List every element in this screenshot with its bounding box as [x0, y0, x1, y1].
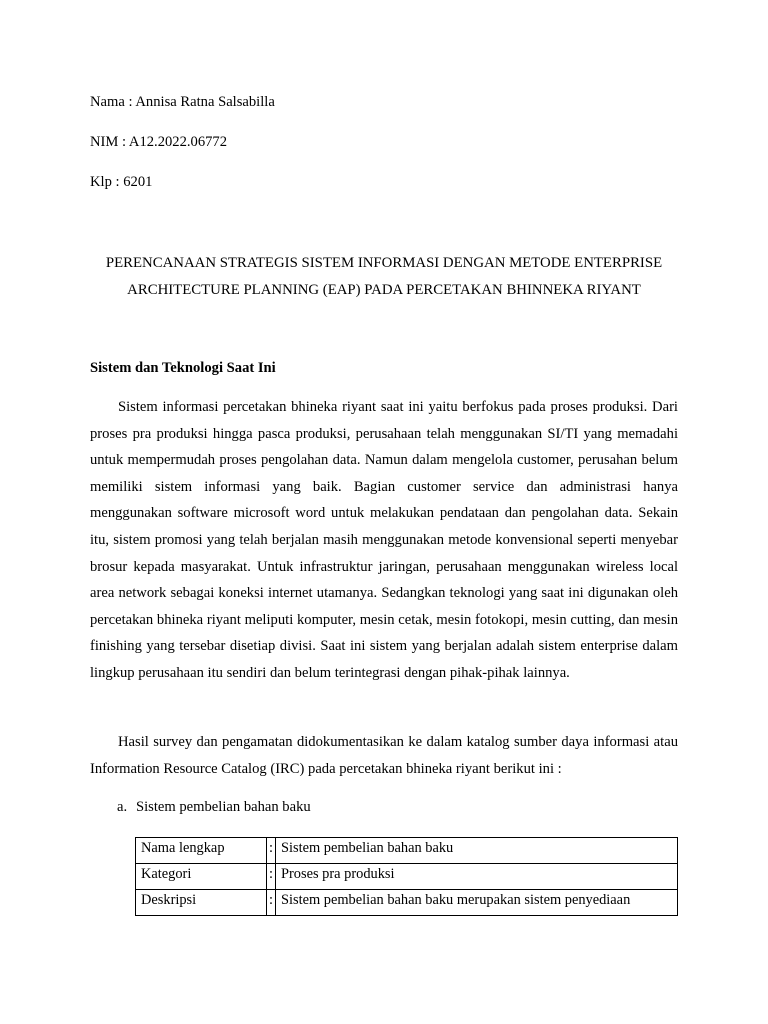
student-name: Nama : Annisa Ratna Salsabilla: [90, 94, 275, 110]
table-row: [136, 864, 678, 890]
irc-table: [135, 837, 678, 916]
table-value-cell: Sistem pembelian bahan baku: [276, 838, 678, 864]
body-paragraph-1: Sistem informasi percetakan bhineka riyant saat ini yaitu berfokus pada proses produksi. Dari proses pra produksi hingga pasca produksi, perusahaan telah menggunakan SI/TI yang memadahi untuk mempermudah proses pengolahan data. Namun dalam mengelola customer, perusahan belum memiliki sistem informasi yang baik. Bagian customer service dan administrasi hanya menggunakan software microsoft word untuk melakukan pendataan dan pengolahan data. Sekain itu, sistem promosi yang telah berjalan masih menggunakan metode konvensional seperti menyebar brosur kepada masyarakat. Untuk infrastruktur jaringan, perusahaan menggunakan wireless local area network sebagai koneksi internet utamanya. Sedangkan teknologi yang saat ini digunakan oleh percetakan bhineka riyant meliputi komputer, mesin cetak, mesin fotokopi, mesin cutting, dan mesin finishing yang tersebar disetiap divisi. Saat ini sistem yang berjalan adalah sistem enterprise dalam lingkup perusahaan itu sendiri dan belum terintegrasi dengan pihak-pihak lainnya.: [90, 399, 678, 681]
table-value-cell: Sistem pembelian bahan baku merupakan sistem penyediaan: [276, 890, 678, 916]
body-paragraph-2: Hasil survey dan pengamatan didokumentasikan ke dalam katalog sumber daya informasi atau Information Resource Catalog (IRC) pada percetakan bhineka riyant berikut ini :: [90, 734, 678, 777]
list-marker: a.: [117, 799, 128, 815]
table-row: [136, 890, 678, 916]
table-key-cell: Kategori: [136, 864, 267, 890]
list-item-label: Sistem pembelian bahan baku: [136, 799, 311, 815]
list-item: [117, 797, 311, 817]
table-separator-cell: :: [267, 864, 276, 890]
table-key-cell: Deskripsi: [136, 890, 267, 916]
title-line-2: ARCHITECTURE PLANNING (EAP) PADA PERCETAKAN BHINNEKA RIYANT: [127, 282, 641, 298]
student-nim: NIM : A12.2022.06772: [90, 134, 228, 150]
title-line-1: PERENCANAAN STRATEGIS SISTEM INFORMASI DENGAN METODE ENTERPRISE: [105, 255, 663, 271]
student-group: Klp : 6201: [90, 174, 153, 190]
table-key-cell: Nama lengkap: [136, 838, 267, 864]
table-value-cell: Proses pra produksi: [276, 864, 678, 890]
table-row: [136, 838, 678, 864]
document-title: [90, 250, 678, 304]
section-heading: Sistem dan Teknologi Saat Ini: [90, 360, 276, 376]
table-separator-cell: :: [267, 838, 276, 864]
table-separator-cell: :: [267, 890, 276, 916]
